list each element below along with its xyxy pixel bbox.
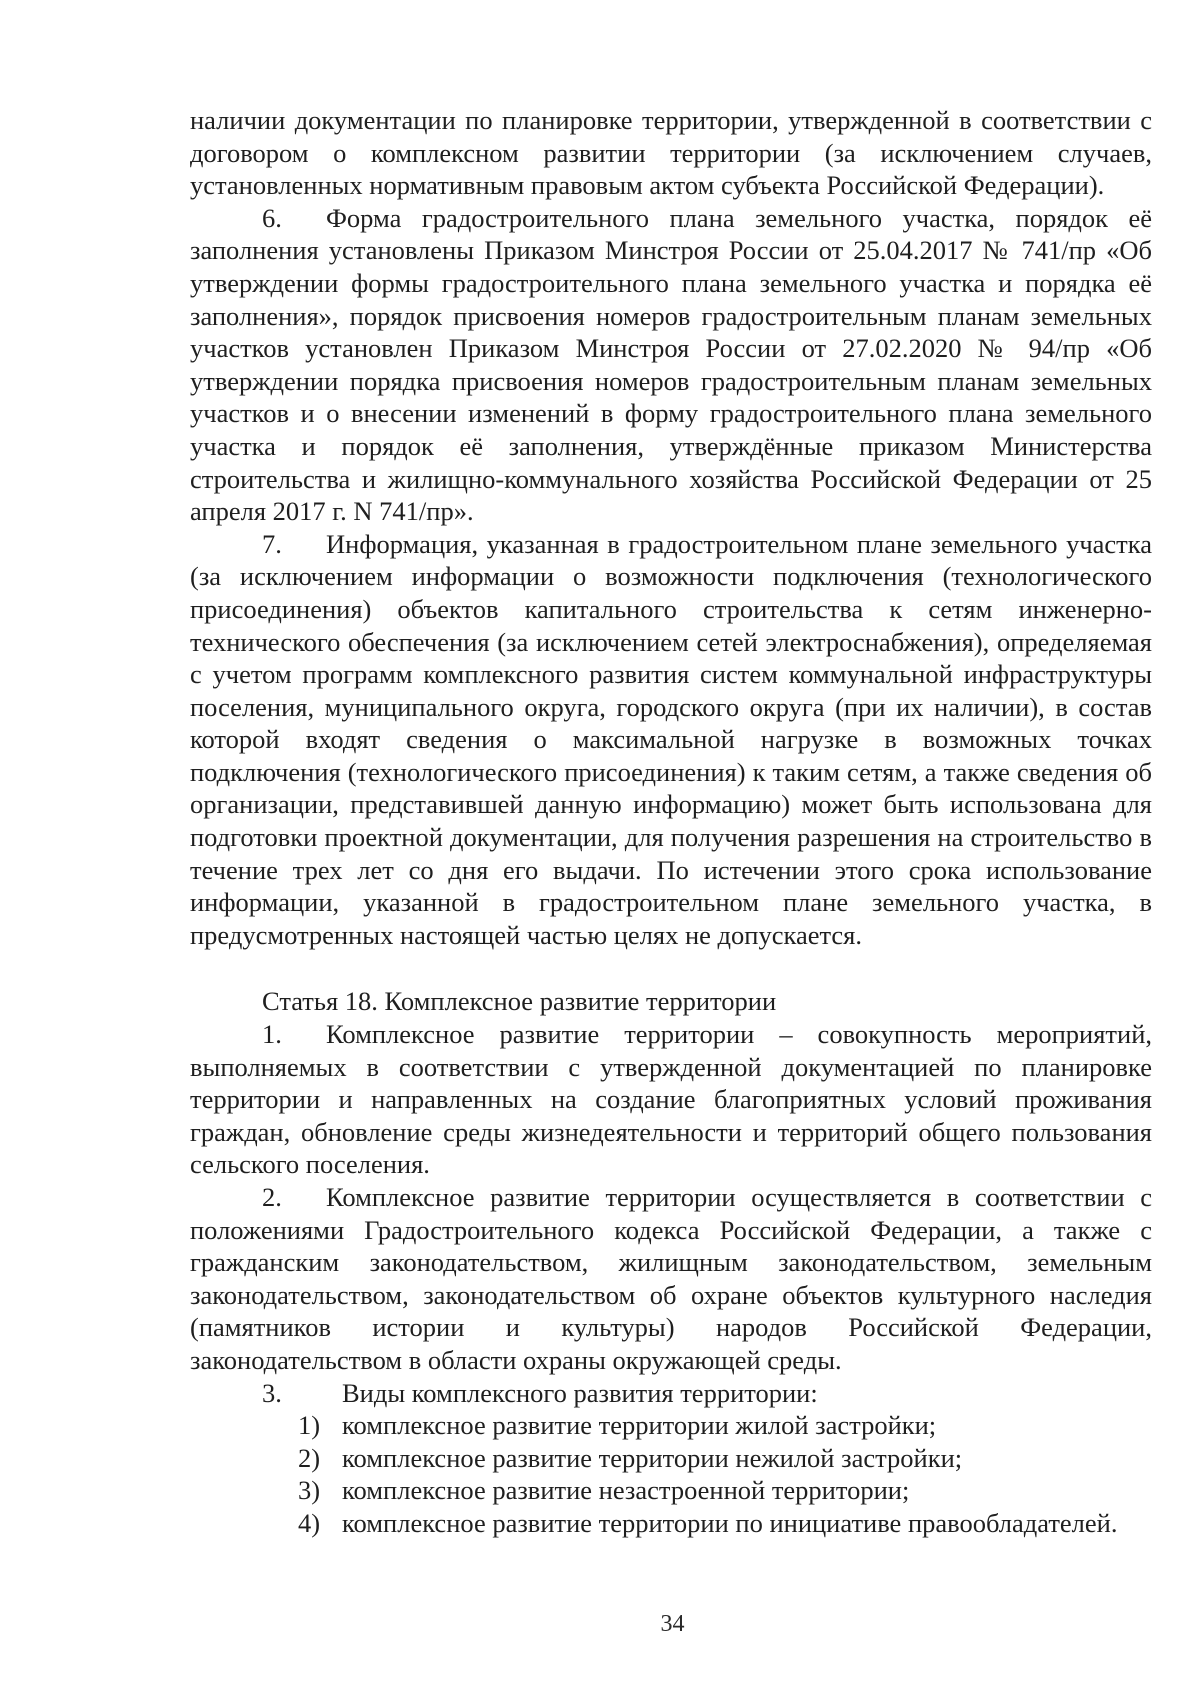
paragraph-number: 6.: [262, 202, 282, 233]
list-number: 4): [298, 1507, 321, 1538]
list-item: [190, 1409, 1152, 1442]
list-text: комплексное развитие незастроенной территории;: [342, 1475, 910, 1506]
list-number: 2): [298, 1442, 321, 1473]
paragraph-text: Комплексное развитие территории осуществляется в соответствии с положениями Градостроительного кодекса Российской Федерации, а также с гражданским законодательством, жилищным законодательством, земельным законодательством, законодательством об охране объектов культурного наследия (памятников истории и культуры) народов Российской Федерации, законодательством в области охраны окружающей среды.: [190, 1182, 1152, 1375]
section-gap: [190, 951, 1152, 985]
paragraph-text: Комплексное развитие территории – совокупность мероприятий, выполняемых в соответствии с утвержденной документацией по планировке территории и направленных на создание благоприятных условий проживания граждан, обновление среды жизнедеятельности и территорий общего пользования сельского поселения.: [190, 1019, 1152, 1180]
list-number: 3): [298, 1475, 321, 1506]
page-number: 34: [660, 1611, 685, 1637]
list-item: [190, 1474, 1152, 1507]
list-number: 1): [298, 1410, 321, 1441]
list-item: [190, 1442, 1152, 1475]
list-number: 3.: [262, 1377, 282, 1408]
paragraph-continuation: [190, 104, 1152, 202]
article-paragraph-2: [190, 1181, 1152, 1377]
list-text: Виды комплексного развития территории:: [342, 1377, 818, 1408]
paragraph-7: [190, 528, 1152, 952]
paragraph-text: наличии документации по планировке территории, утвержденной в соответствии с договором о комплексном развитии территории (за исключением случаев, установленных нормативным правовым актом субъекта Российской Федерации).: [190, 105, 1152, 201]
paragraph-6: [190, 202, 1152, 528]
list-text: комплексное развитие территории жилой застройки;: [342, 1410, 937, 1441]
list-text: комплексное развитие территории по инициативе правообладателей.: [342, 1507, 1118, 1538]
list-text: комплексное развитие территории нежилой застройки;: [342, 1442, 963, 1473]
list-item: [190, 1507, 1152, 1540]
paragraph-text: Форма градостроительного плана земельного участка, порядок её заполнения установлены Приказом Минстроя России от 25.04.2017 № 741/пр «Об утверждении формы градостроительного плана земельного участка и порядка её заполнения», порядок присвоения номеров градостроительным планам земельных участков установлен Приказом Минстроя России от 27.02.2020 № 94/пр «Об утверждении порядка присвоения номеров градостроительным планам земельных участков и о внесении изменений в форму градостроительного плана земельного участка и порядок её заполнения, утверждённые приказом Министерства строительства и жилищно-коммунального хозяйства Российской Федерации от 25 апреля 2017 г. N 741/пр».: [190, 202, 1152, 527]
article-heading: Статья 18. Комплексное развитие территории: [262, 986, 777, 1017]
paragraph-number: 2.: [262, 1182, 282, 1212]
document-page: [190, 104, 1152, 1540]
paragraph-text: Информация, указанная в градостроительном плане земельного участка (за исключением информации о возможности подключения (технологического присоединения) объектов капитального строительства к сетям инженерно-технического обеспечения (за исключением сетей электроснабжения), определяемая с учетом программ комплексного развития систем коммунальной инфраструктуры поселения, муниципального округа, городского округа (при их наличии), в состав которой входят сведения о максимальной нагрузке в возможных точках подключения (технологического присоединения) к таким сетям, а также сведения об организации, представившей данную информацию) может быть использована для подготовки проектной документации, для получения разрешения на строительство в течение трех лет со дня его выдачи. По истечении этого срока использование информации, указанной в градостроительном плане земельного участка, в предусмотренных настоящей частью целях не допускается.: [190, 528, 1152, 950]
article-paragraph-1: [190, 1018, 1152, 1181]
list-intro: [190, 1377, 1152, 1410]
paragraph-number: 1.: [262, 1019, 282, 1050]
paragraph-number: 7.: [262, 528, 282, 559]
